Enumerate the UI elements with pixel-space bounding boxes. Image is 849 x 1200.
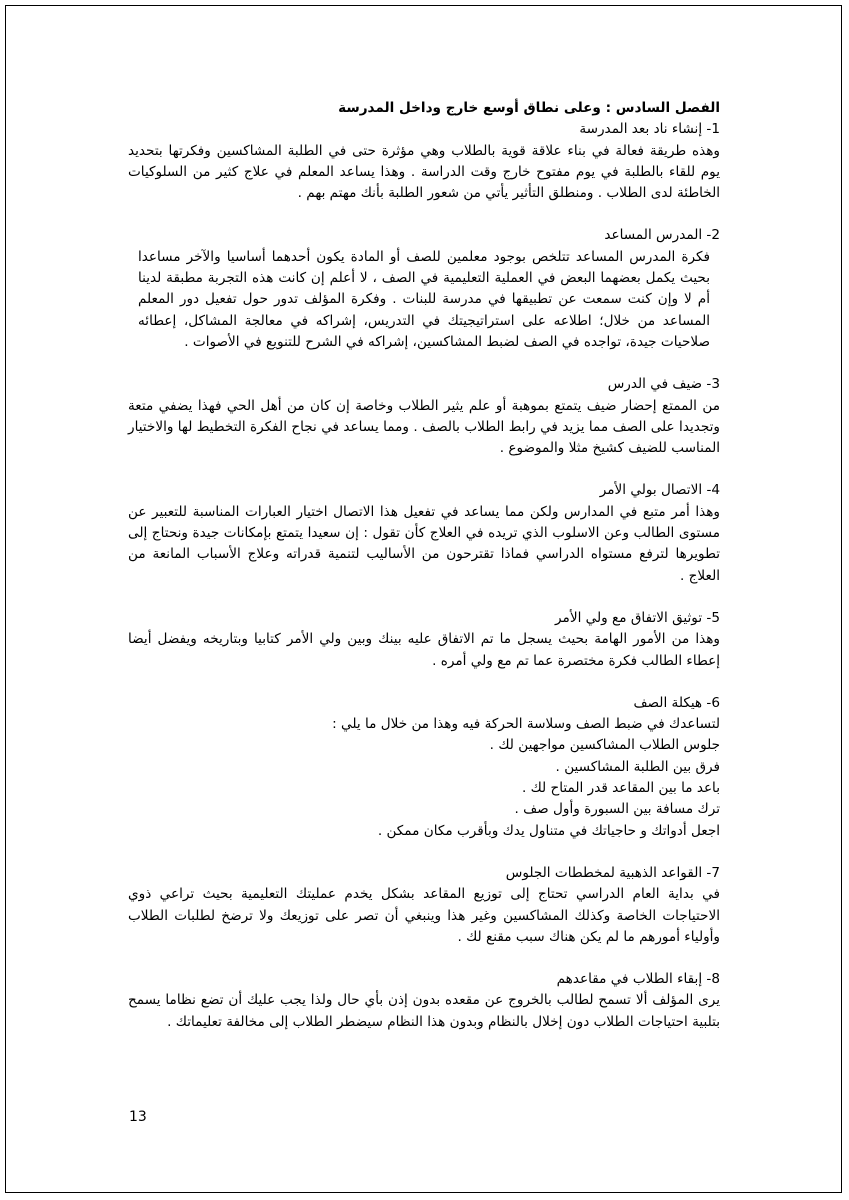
section-paragraph: فكرة المدرس المساعد تتلخص بوجود معلمين للصف أو المادة يكون أحدهما أساسيا والآخر مساعدا بحيث يكمل بعضهما البعض في العملية التعليمية في الصف ، لا أعلم إن كانت هذه التجربة مطبقة لدينا أم لا وإن كنت سمعت عن تطبيقها في مدرسة للبنات . وفكرة المؤلف تدور حول تفعيل دور المعلم المساعد من خلال؛ اطلاعه على استراتيجيتك في التدريس، إشراكه في معالجة المشاكل، إعطائه صلاحيات جيدة، تواجده في الصف لضبط المشاكسين، إشراكه في الشرح للتنويع في الأصوات .: [138, 248, 710, 350]
section-1: [128, 119, 720, 204]
list-item: ترك مسافة بين السبورة وأول صف .: [514, 801, 720, 818]
chapter-title: الفصل السادس : وعلى نطاق أوسع خارج وداخل المدرسة: [338, 100, 720, 116]
section-7: [128, 863, 720, 948]
list-item: جلوس الطلاب المشاكسين مواجهين لك .: [489, 737, 720, 754]
seating-tips-list: [128, 735, 720, 841]
section-2: [128, 225, 720, 353]
list-item: فرق بين الطلبة المشاكسين .: [555, 758, 720, 775]
section-5: [128, 608, 720, 672]
section-paragraph: وهذا من الأمور الهامة بحيث يسجل ما تم الاتفاق عليه بينك وبين ولي الأمر كتابيا وبتاريخه ويفضل أيضا إعطاء الطالب فكرة مختصرة عما تم مع ولي أمره .: [128, 631, 720, 669]
section-3: [128, 374, 720, 459]
section-title: 3- ضيف في الدرس: [607, 376, 720, 393]
section-paragraph: يرى المؤلف ألا تسمح لطالب بالخروج عن مقعده بدون إذن بأي حال ولذا يجب عليك أن تضع نظاما يسمح بتلبية احتياجات الطلاب دون إخلال بالنظام وبدون هذا النظام سيضطر الطلاب إلى مخالفة تعليماتك .: [128, 992, 720, 1030]
section-paragraph: وهذا أمر متبع في المدارس ولكن مما يساعد في تفعيل هذا الاتصال اختيار العبارات المناسبة للتعبير عن مستوى الطالب وعن الاسلوب الذي تريده في العلاج كأن تقول : إن سعيدا يتمتع بإمكانات جيدة ونحتاج إلى تطويرها لترفع مستواه الدراسي فماذا تقترحون من الأساليب لتنمية قدراته وعلاج الأسباب المانعة من العلاج .: [128, 503, 720, 584]
document-body: [128, 98, 720, 1033]
list-item: اجعل أدواتك و حاجياتك في متناول يدك وبأقرب مكان ممكن .: [377, 822, 720, 839]
section-paragraph: لتساعدك في ضبط الصف وسلاسة الحركة فيه وهذا من خلال ما يلي :: [332, 716, 720, 733]
section-paragraph: في بداية العام الدراسي تحتاج إلى توزيع المقاعد بشكل يخدم عمليتك التعليمية بحيث تراعي ذوي الاحتياجات الخاصة وكذلك المشاكسين وغير هذا وينبغي أن تصر على توزيعك ولا ترضخ لطلبات الطلاب وأولياء أمورهم ما لم يكن هناك سبب مقنع لك .: [128, 886, 720, 945]
section-title: 5- توثيق الاتفاق مع ولي الأمر: [555, 609, 720, 626]
section-title: 7- القواعد الذهبية لمخططات الجلوس: [505, 864, 720, 881]
section-8: [128, 969, 720, 1033]
section-4: [128, 480, 720, 586]
section-6: [128, 693, 720, 842]
section-paragraph: وهذه طريقة فعالة في بناء علاقة قوية بالطلاب وهي مؤثرة حتى في الطلبة المشاكسين وفكرتها بتحديد يوم للقاء بالطلبة في يوم مفتوح خارج وقت الدراسة . وهذا يساعد المعلم في علاج كثير من السلوكيات الخاطئة لدى الطلاب . ومنطلق التأثير يأتي من شعور الطلبة بأنك مهتم بهم .: [128, 142, 720, 202]
section-title: 1- إنشاء ناد بعد المدرسة: [579, 121, 720, 138]
section-title: 4- الاتصال بولي الأمر: [599, 482, 720, 499]
section-title: 8- إبقاء الطلاب في مقاعدهم: [556, 971, 720, 988]
list-item: باعد ما بين المقاعد قدر المتاح لك .: [521, 780, 720, 797]
section-title: 2- المدرس المساعد: [604, 227, 720, 244]
page-number: 13: [129, 1109, 147, 1125]
section-title: 6- هيكلة الصف: [633, 694, 720, 711]
section-paragraph: من الممتع إحضار ضيف يتمتع بموهبة أو علم يثير الطلاب وخاصة إن كان من أهل الحي فهذا يضفي متعة وتجديدا على الصف مما يزيد في رابط الطلاب بالصف . ومما يساعد في نجاح الفكرة التخطيط لها والاختيار المناسب للضيف كشيخ مثلا والموضوع .: [128, 397, 720, 457]
